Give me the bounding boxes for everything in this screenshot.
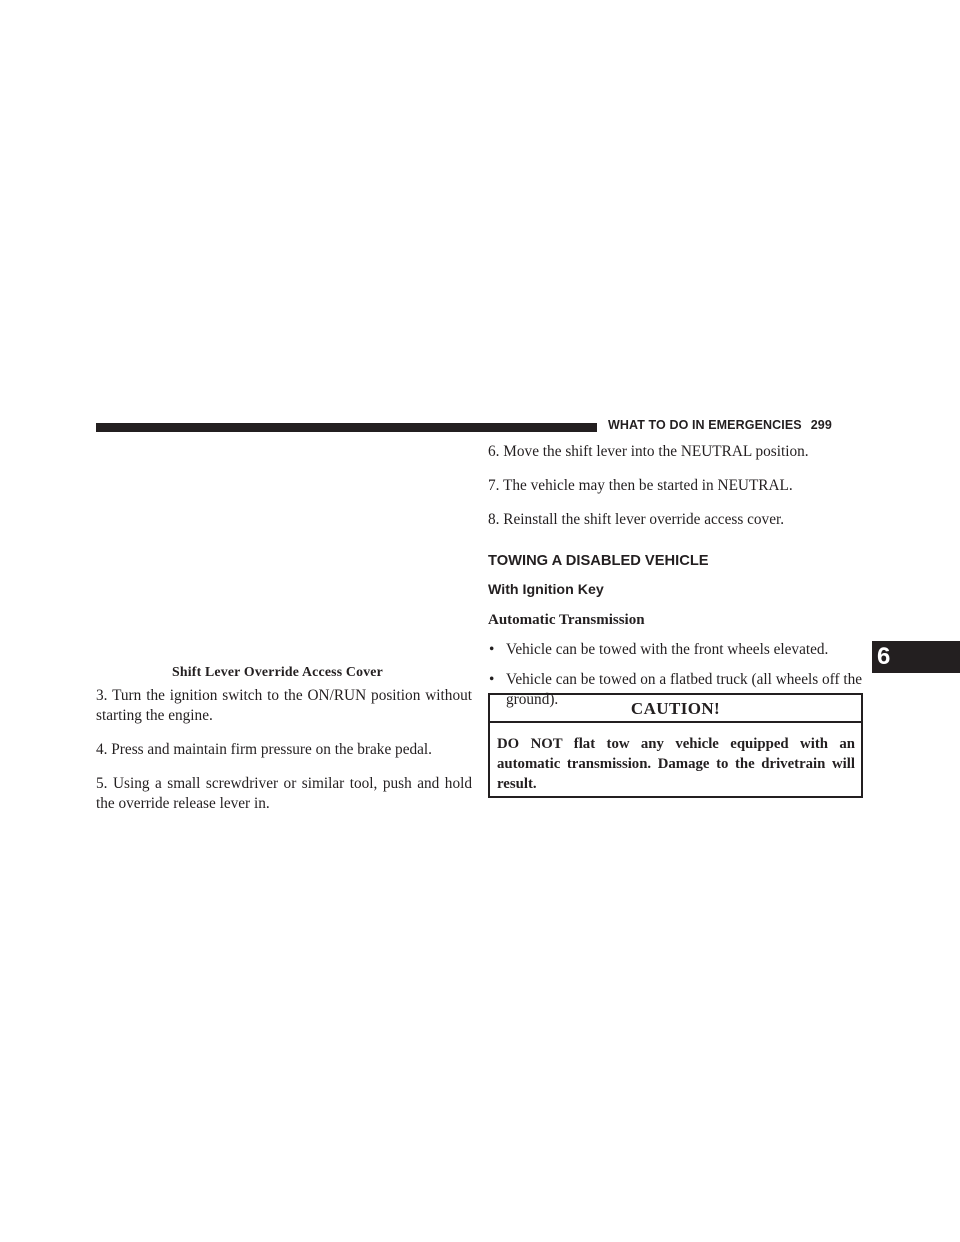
- bullet-icon: •: [489, 641, 495, 658]
- list-item: [488, 640, 864, 660]
- section-heading: TOWING A DISABLED VEHICLE: [488, 553, 709, 569]
- subsection-heading: With Ignition Key: [488, 582, 604, 598]
- step-8: 8. Reinstall the shift lever override access cover.: [488, 511, 785, 528]
- list-item-text: Vehicle can be towed on a flatbed truck (all wheels off the ground).: [506, 671, 863, 708]
- list-item-text: Vehicle can be towed with the front wheels elevated.: [506, 641, 829, 658]
- caution-title: CAUTION!: [490, 695, 861, 723]
- right-column: [488, 442, 864, 710]
- page-number: 299: [810, 418, 832, 432]
- bullet-icon: •: [489, 671, 495, 688]
- left-column: [96, 686, 472, 814]
- step-4: 4. Press and maintain firm pressure on the brake pedal.: [96, 741, 433, 758]
- figure-caption: Shift Lever Override Access Cover: [172, 664, 383, 679]
- step-6: 6. Move the shift lever into the NEUTRAL position.: [488, 443, 809, 460]
- header-rule: [96, 423, 597, 432]
- caution-box: [488, 693, 863, 798]
- step-5: 5. Using a small screwdriver or similar tool, push and hold the override release lever in.: [96, 775, 472, 812]
- section-title: WHAT TO DO IN EMERGENCIES: [608, 418, 802, 432]
- caution-text: DO NOT flat tow any vehicle equipped with an automatic transmission. Damage to the drivetrain will result.: [497, 736, 855, 792]
- running-header: [608, 418, 832, 432]
- step-7: 7. The vehicle may then be started in NEUTRAL.: [488, 477, 793, 494]
- chapter-number: 6: [877, 643, 891, 670]
- subsubsection-heading: Automatic Transmission: [488, 612, 645, 628]
- chapter-tab: [872, 641, 960, 673]
- step-3: 3. Turn the ignition switch to the ON/RUN position without starting the engine.: [96, 687, 472, 724]
